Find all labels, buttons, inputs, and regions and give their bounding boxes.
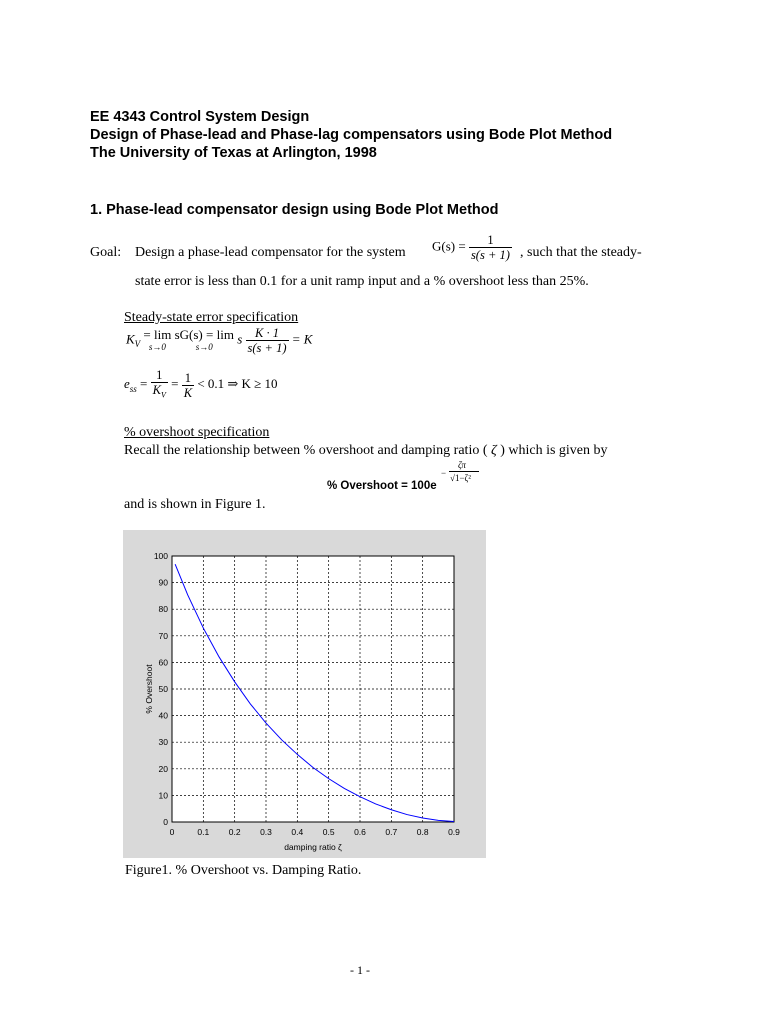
page-number: - 1 - — [350, 963, 370, 977]
x-tick-label: 0.9 — [448, 827, 460, 837]
kv-rhs: = K — [291, 331, 313, 347]
x-tick-label: 0.7 — [385, 827, 398, 837]
y-tick-label: 100 — [153, 551, 168, 561]
ess-den1-sub: V — [160, 390, 166, 400]
goal-text-3: state error is less than 0.1 for a unit ramp input and a % overshoot less than 25%. — [135, 274, 589, 289]
figure-caption: Figure1. % Overshoot vs. Damping Ratio. — [125, 863, 362, 878]
kv-lim2-sub: s→0 — [195, 341, 213, 352]
ess-subscript: ss — [129, 383, 137, 394]
overshoot-text-2: and is shown in Figure 1. — [124, 497, 266, 512]
gs-denominator: s(s + 1) — [470, 248, 510, 262]
x-axis-label: damping ratio ζ — [284, 842, 342, 852]
document-title: Design of Phase-lead and Phase-lag compensators using Bode Plot Method — [90, 127, 613, 143]
ess-fraction-2 — [182, 371, 194, 400]
overshoot-text-1 — [124, 443, 608, 459]
y-tick-label: 0 — [163, 817, 168, 827]
x-tick-label: 0.8 — [416, 827, 429, 837]
ess-numerator-1: 1 — [151, 368, 168, 383]
x-tick-label: 0.3 — [260, 827, 272, 837]
goal-text-2: , such that the steady- — [520, 245, 642, 260]
kv-mid: sG(s) = lim — [174, 326, 234, 342]
y-tick-label: 30 — [158, 737, 168, 748]
x-tick-label: 0.2 — [228, 827, 241, 837]
goal-text-1: Design a phase-lead compensator for the system — [135, 245, 406, 260]
y-tick-label: 90 — [158, 577, 168, 588]
exponent-numerator: ζπ — [458, 460, 466, 470]
ess-symbol: e — [124, 376, 130, 392]
overshoot-formula: % Overshoot = 100e — [327, 480, 437, 492]
kv-equation — [126, 326, 312, 355]
ess-equation — [124, 368, 278, 403]
goal-label: Goal: — [90, 245, 122, 260]
overshoot-heading: % overshoot specification — [124, 425, 270, 440]
y-tick-label: 60 — [158, 657, 168, 668]
y-tick-label: 80 — [158, 604, 168, 615]
ess-equals-2: = — [171, 376, 179, 392]
x-tick-label: 0.1 — [197, 827, 210, 837]
kv-subscript: V — [134, 339, 141, 350]
y-tick-label: 70 — [158, 630, 168, 641]
x-tick-label: 0.4 — [291, 827, 304, 837]
figure-background — [123, 530, 486, 858]
gs-numerator: 1 — [469, 233, 512, 248]
gs-fraction — [469, 233, 512, 262]
ess-numerator-2: 1 — [182, 371, 194, 386]
ess-den1-k: K — [152, 383, 161, 397]
kv-lim1-sub: s→0 — [148, 341, 166, 352]
ess-fraction-1 — [151, 368, 168, 403]
kv-lim-2 — [174, 326, 234, 353]
kv-lim-1 — [143, 326, 172, 353]
x-tick-label: 0 — [169, 827, 175, 837]
kv-eq1: = lim — [143, 326, 172, 342]
ess-denominator-1 — [151, 383, 168, 403]
gs-formula — [432, 233, 512, 262]
institution-line: The University of Texas at Arlington, 1998 — [90, 145, 377, 161]
overshoot-text-1b: ) which is given by — [500, 443, 608, 458]
y-tick-label: 40 — [158, 710, 168, 721]
exponent-minus: − — [441, 468, 447, 478]
y-tick-label: 20 — [158, 763, 168, 774]
y-tick-label: 10 — [158, 790, 168, 801]
zeta-symbol: ζ — [491, 443, 497, 458]
gs-lhs: G(s) = — [432, 238, 466, 254]
kv-numerator: K · 1 — [246, 326, 289, 341]
ess-rhs: < 0.1 ⇒ K ≥ 10 — [197, 376, 278, 392]
kv-symbol: K — [126, 331, 135, 347]
x-tick-label: 0.5 — [322, 827, 335, 837]
sse-heading: Steady-state error specification — [124, 310, 299, 325]
kv-s: s — [237, 331, 243, 347]
kv-fraction — [246, 326, 289, 355]
section-title: 1. Phase-lead compensator design using Bode Plot Method — [90, 202, 499, 218]
y-axis-label: % Overshoot — [144, 664, 154, 714]
exponent-bar — [449, 471, 479, 472]
y-tick-label: 50 — [158, 684, 168, 694]
x-tick-label: 0.6 — [354, 827, 366, 837]
course-title: EE 4343 Control System Design — [90, 109, 310, 125]
ess-equals: = — [140, 376, 148, 392]
overshoot-text-1a: Recall the relationship between % overshoot and damping ratio ( — [124, 443, 488, 458]
kv-denominator: s(s + 1) — [247, 341, 287, 355]
ess-denominator-2: K — [183, 385, 193, 400]
exponent-denominator: √1−ζ² — [450, 473, 471, 483]
document-header — [90, 108, 612, 162]
